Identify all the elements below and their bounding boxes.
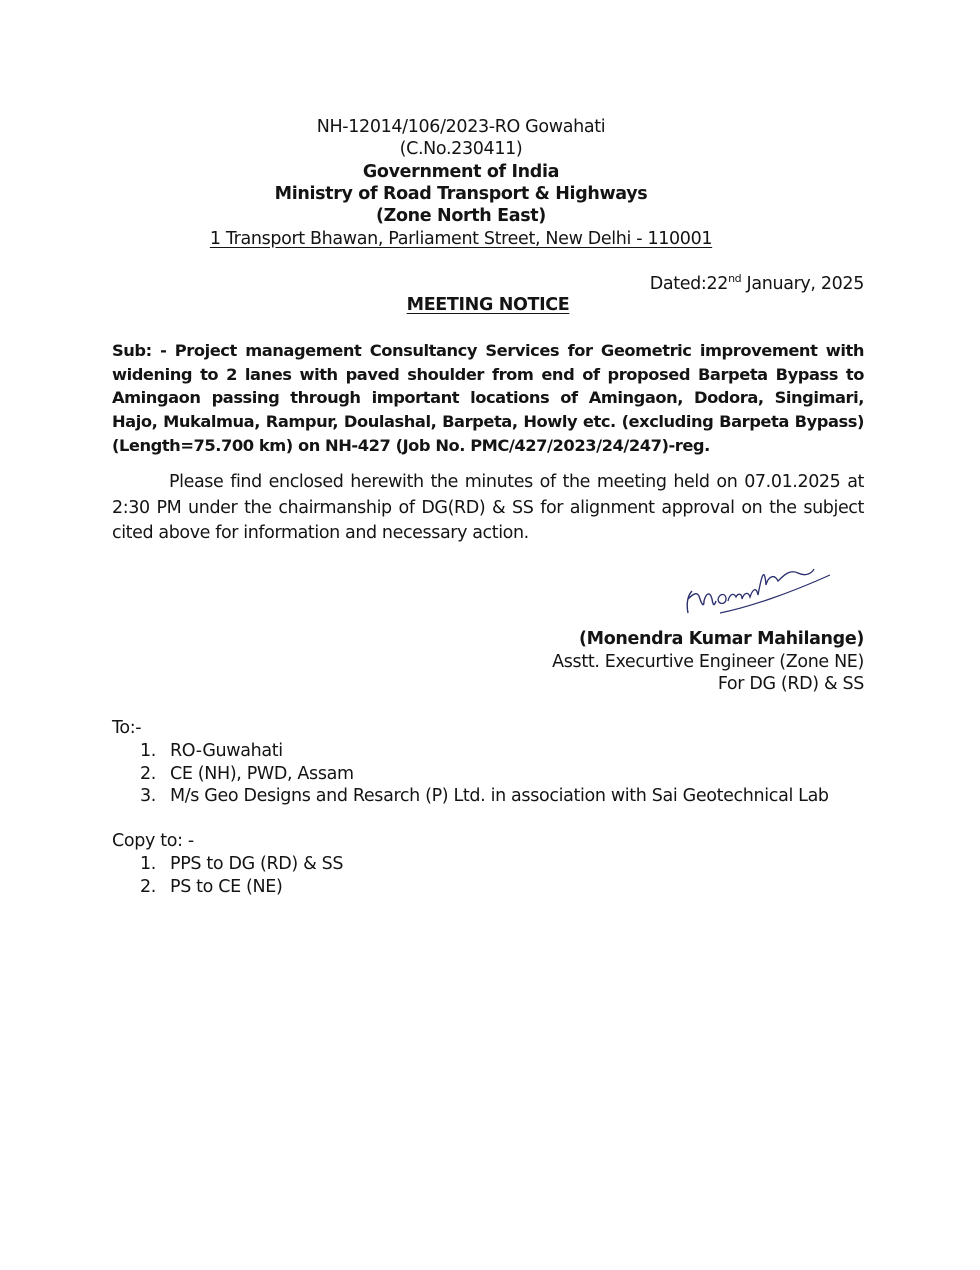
notice-title: MEETING NOTICE: [406, 295, 570, 315]
recipient-text: CE (NH), PWD, Assam: [170, 763, 354, 784]
date-day: Dated:22: [649, 273, 729, 294]
date-ordinal-suffix: nd: [728, 272, 742, 285]
document-date: [650, 272, 864, 294]
copy-recipient-text: PS to CE (NE): [170, 877, 283, 897]
recipients-label: To:-: [112, 718, 142, 738]
list-item: [112, 763, 829, 786]
list-item: [112, 853, 343, 876]
list-item: [112, 740, 829, 763]
copy-to-label: Copy to: -: [112, 831, 194, 851]
handwritten-signature: [680, 555, 840, 617]
list-item: [112, 785, 829, 808]
signatory-block: [552, 628, 864, 696]
recipients-list: [112, 717, 829, 808]
date-month-year: January, 2025: [741, 273, 864, 294]
government-name: Government of India: [362, 162, 560, 182]
signatory-on-behalf: For DG (RD) & SS: [717, 674, 864, 694]
list-item: [112, 876, 343, 899]
list-number: 1.: [140, 854, 156, 874]
subject-paragraph: Sub: - Project management Consultancy Services for Geometric improvement with widening to 2 lanes with paved shoulder from end of proposed Barpeta Bypass to Amingaon passing through important locations of Amingaon, Dodora, Singimari, Hajo, Mukalmua, Rampur, Doulashal, Barpeta, Howly etc. (excluding Barpeta Bypass) (Length=75.700 km) on NH-427 (Job No. PMC/427/2023/24/247)-reg.: [112, 341, 864, 455]
zone-name: (Zone North East): [376, 206, 546, 226]
file-number: NH-12014/106/2023-RO Gowahati: [316, 117, 606, 137]
list-number: 2.: [140, 763, 156, 784]
list-number: 3.: [140, 786, 156, 807]
copy-recipient-text: PPS to DG (RD) & SS: [170, 854, 344, 874]
recipient-text: RO-Guwahati: [170, 740, 283, 761]
body-paragraph: Please find enclosed herewith the minutes of the meeting held on 07.01.2025 at 2:30 PM under the chairmanship of DG(RD) & SS for alignment approval on the subject cited above for information and necessary action.: [112, 472, 864, 543]
list-number: 2.: [140, 877, 156, 897]
signatory-designation: Asstt. Execurtive Engineer (Zone NE): [552, 651, 864, 672]
signatory-name: (Monendra Kumar Mahilange): [579, 629, 864, 649]
recipient-text: M/s Geo Designs and Resarch (P) Ltd. in association with Sai Geotechnical Lab: [170, 786, 829, 807]
case-number: (C.No.230411): [399, 139, 523, 159]
office-address: 1 Transport Bhawan, Parliament Street, New Delhi - 110001: [209, 229, 713, 249]
ministry-name: Ministry of Road Transport & Highways: [274, 184, 648, 204]
list-number: 1.: [140, 740, 156, 761]
copy-to-list: [112, 830, 343, 899]
